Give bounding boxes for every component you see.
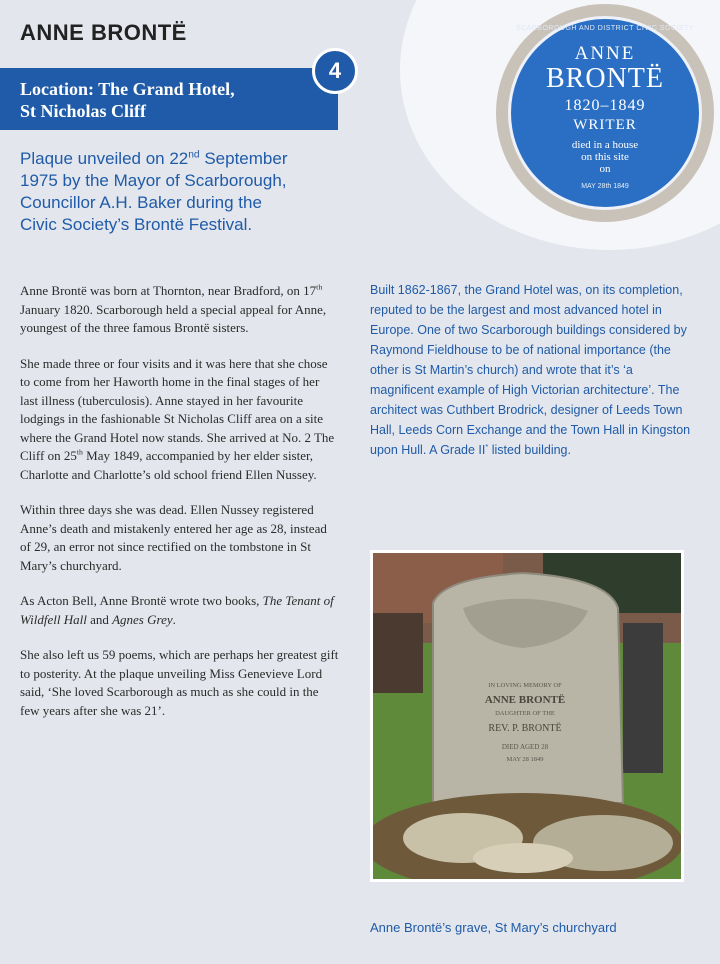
plaque-died-line-3: on [599, 163, 611, 175]
intro-line-1-b: September [199, 149, 288, 168]
left-paragraph-2 [20, 355, 340, 485]
location-line-1: Location: The Grand Hotel, [20, 79, 235, 99]
right-paragraph-1 [370, 280, 700, 460]
plaque-died-line-2: on this site [581, 151, 629, 163]
left-p1-b: January 1820. Scarborough held a special appeal for Anne, youngest of the three famous Brontë sisters. [20, 301, 327, 335]
plaque-last-name: BRONTË [546, 63, 664, 94]
left-p4-c: and [86, 611, 113, 627]
right-p1-b: listed building. [488, 443, 571, 457]
engraving-line-4: REV. P. BRONTË [488, 723, 562, 734]
intro-line-1 [20, 148, 350, 170]
location-line-2: St Nicholas Cliff [20, 101, 146, 121]
left-column [20, 282, 340, 737]
book-title-agnes: Agnes Grey [112, 611, 173, 627]
book-title-tenant: The Tenant of Wildfell Hall [20, 593, 334, 627]
plaque-ring-text: SCARBOROUGH AND DISTRICT CIVIC SOCIETY [515, 25, 695, 32]
bench [373, 613, 423, 693]
grave-illustration [373, 553, 681, 879]
engraving-line-2: ANNE BRONTË [484, 694, 566, 706]
page-title: ANNE BRONTË [20, 20, 187, 45]
rear-headstone [623, 623, 663, 773]
intro-line-2: 1975 by the Mayor of Scarborough, [20, 171, 287, 190]
intro-line-1-a: Plaque unveiled on 22 [20, 149, 189, 168]
intro-line-1-sup: nd [188, 149, 200, 161]
plaque-years: 1820–1849 [564, 97, 646, 114]
plaque-role: WRITER [573, 117, 637, 133]
right-p1-a: Built 1862-1867, the Grand Hotel was, on its completion, reputed to be the largest and most advanced hotel in Europe. One of two Scarborough buildings considered by Raymond Fieldhouse to be of national importance (the other is St Martin’s church) and wrote that it’s ‘a magnificent example of High Victorian architecture’. The architect was Cuthbert Brodrick, designer of Leeds Town Hall, Leeds Corn Exchange and the Town Hall in Kingston upon Hull. A Grade II [370, 283, 691, 457]
left-p2-b: May 1849, accompanied by her elder sister, Charlotte and Charlotte’s old school friend Ellen Nussey. [20, 448, 317, 482]
photo-caption: Anne Brontë’s grave, St Mary’s churchyard [370, 920, 617, 935]
right-column [370, 280, 700, 460]
left-paragraph-3: Within three days she was dead. Ellen Nussey registered Anne’s death and mistakenly entered her age as 28, instead of 29, an error not since rectified on the tombstone in St Mary’s churchyard. [20, 502, 327, 573]
flowers-center [473, 843, 573, 873]
plaque-first-name: ANNE [574, 43, 636, 64]
left-p2-a: She made three or four visits and it was here that she chose to come from her Haworth home in the final stages of her last illness (tuberculosis). Anne stayed in her favourite lodgings in the fashionable St Nicholas Cliff area on a site where the Grand Hotel now stands. She arrived at No. 2 The Cliff on 25 [20, 355, 335, 463]
left-p1-sup: th [316, 282, 323, 292]
intro-text [20, 148, 350, 236]
location-title [20, 78, 320, 122]
left-paragraph-1 [20, 282, 340, 338]
left-paragraph-4 [20, 592, 340, 629]
intro-line-4: Civic Society’s Brontë Festival. [20, 215, 253, 234]
left-paragraph-5: She also left us 59 poems, which are perhaps her greatest gift to posterity. At the plaque unveiling Miss Genevieve Lord said, ‘She loved Scarborough as much as she could in the few years after she was 21’. [20, 647, 339, 718]
plaque-died-text [511, 139, 699, 175]
plaque-date: MAY 28th 1849 [581, 183, 629, 190]
left-p4-e: . [172, 611, 176, 627]
plaque-died-line-1: died in a house [571, 139, 639, 151]
grave-photo [373, 553, 681, 879]
engraving-line-3: DAUGHTER OF THE [495, 710, 555, 717]
engraving-line-1: IN LOVING MEMORY OF [488, 682, 562, 689]
engraving-line-5: DIED AGED 28 [501, 743, 549, 751]
intro-line-3: Councillor A.H. Baker during the [20, 193, 262, 212]
left-p1-a: Anne Brontë was born at Thornton, near Bradford, on 17 [20, 283, 317, 298]
engraving-line-6: MAY 28 1849 [506, 756, 544, 763]
left-p4-a: As Acton Bell, Anne Brontë wrote two books, [20, 593, 263, 608]
location-number-badge: 4 [312, 48, 358, 94]
grave-photo-frame [370, 550, 684, 882]
left-p2-sup: th [76, 447, 83, 457]
right-p1-sup: * [485, 441, 489, 451]
blue-plaque [508, 16, 702, 210]
